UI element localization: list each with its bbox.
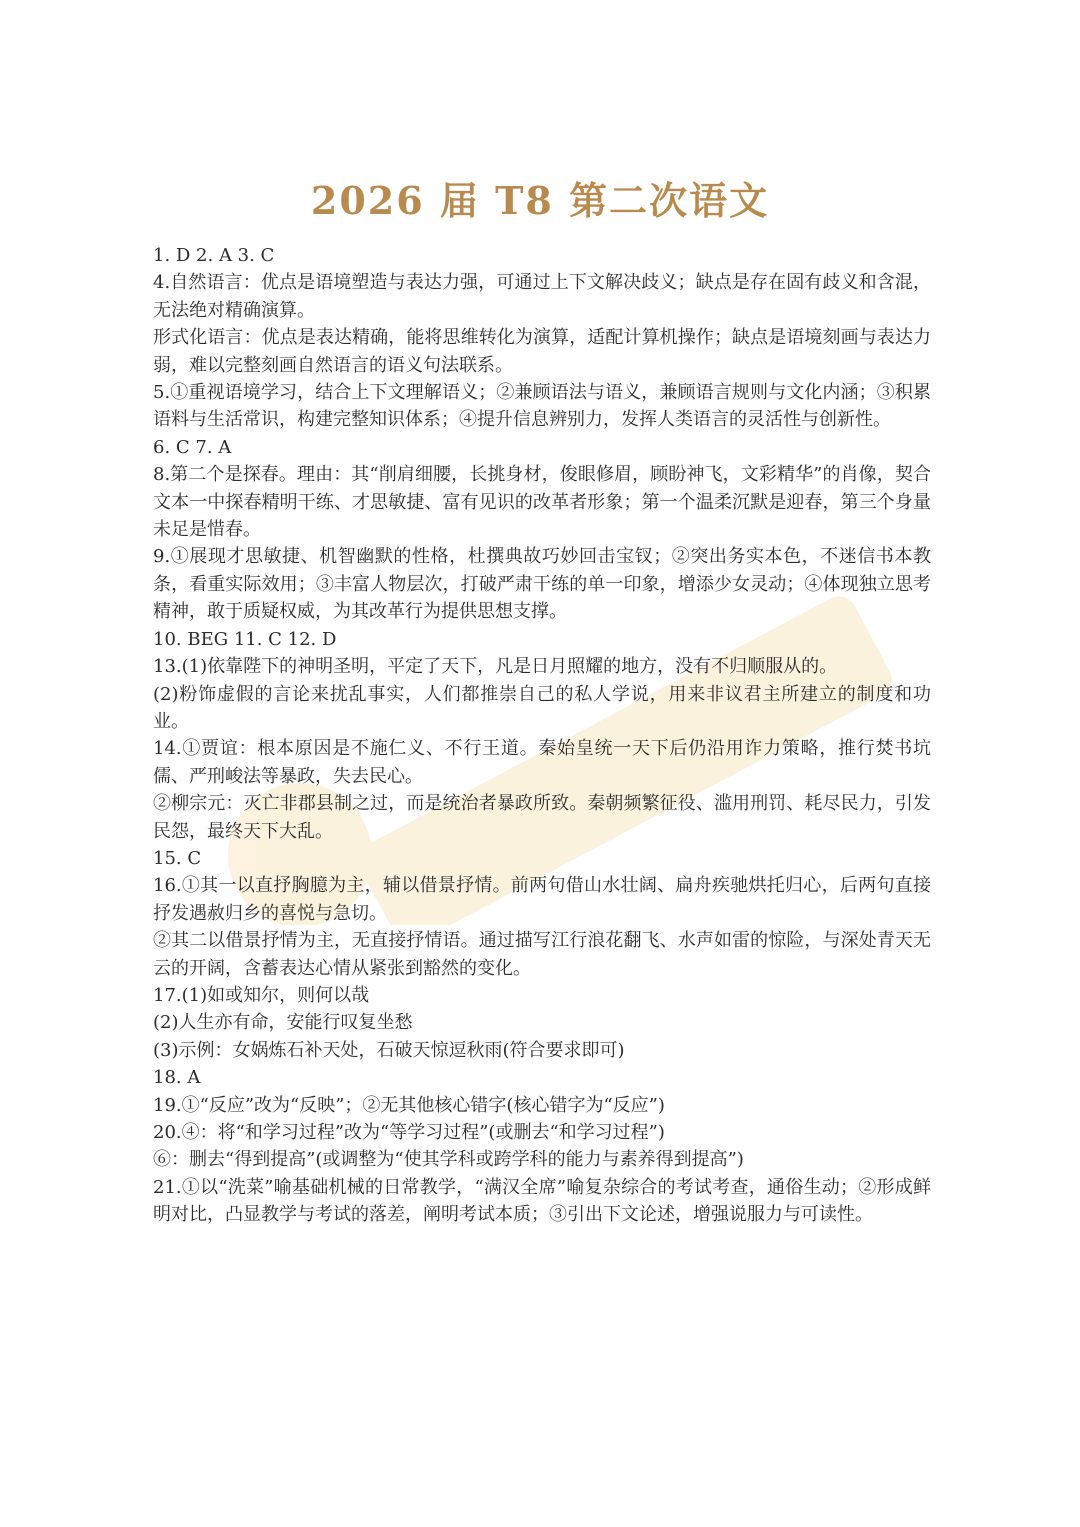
answer-line: 21.①以“洗菜”喻基础机械的日常教学，“满汉全席”喻复杂综合的考试考查，通俗生动；②形成鲜明对比，凸显教学与考试的落差，阐明考试本质；③引出下文论述，增强说服力与可读性。 xyxy=(153,1176,931,1226)
answer-line: ⑥：删去“得到提高”(或调整为“使其学科或跨学科的能力与素养得到提高”) xyxy=(153,1149,744,1171)
answer-line: (2)人生亦有命，安能行叹复坐愁 xyxy=(153,1012,413,1034)
answer-line: 19.①“反应”改为“反映”；②无其他核心错字(核心错字为“反应”) xyxy=(153,1094,665,1116)
answer-line: 14.①贾谊：根本原因是不施仁义、不行王道。秦始皇统一天下后仍沿用诈力策略，推行焚书坑儒、严刑峻法等暴政，失去民心。 xyxy=(153,738,931,787)
answer-line: 10. BEG 11. C 12. D xyxy=(153,628,337,650)
answer-line: 1. D 2. A 3. C xyxy=(153,245,275,266)
document-title: 2026 届 T8 第二次语文 xyxy=(310,178,770,223)
answer-line: 6. C 7. A xyxy=(153,436,232,458)
answer-line: 15. C xyxy=(153,847,202,869)
answer-body xyxy=(153,242,931,1229)
answer-line: ②其二以借景抒情为主，无直接抒情语。通过描写江行浪花翻飞、水声如雷的惊险，与深处青天无云的开阔，含蓄表达心情从紧张到豁然的变化。 xyxy=(153,930,931,979)
answer-line: 18. A xyxy=(153,1067,201,1089)
answer-line: 4.自然语言：优点是语境塑造与表达力强，可通过上下文解决歧义；缺点是存在固有歧义和含混，无法绝对精确演算。 xyxy=(153,272,931,321)
answer-line: 16.①其一以直抒胸臆为主，辅以借景抒情。前两句借山水壮阔、扁舟疾驰烘托归心，后两句直接抒发遇赦归乡的喜悦与急切。 xyxy=(153,875,931,924)
answer-line: 8.第二个是探春。理由：其“削肩细腰，长挑身材，俊眼修眉，顾盼神飞，文彩精华”的肖像，契合文本一中探春精明干练、才思敏捷、富有见识的改革者形象；第一个温柔沉默是迎春，第三个身量未足是惜春。 xyxy=(153,464,931,541)
answer-line: ②柳宗元：灭亡非郡县制之过，而是统治者暴政所致。秦朝频繁征役、滥用刑罚、耗尽民力，引发民怨，最终天下大乱。 xyxy=(153,793,931,842)
answer-line: 形式化语言：优点是表达精确，能将思维转化为演算，适配计算机操作；缺点是语境刻画与表达力弱，难以完整刻画自然语言的语义句法联系。 xyxy=(153,327,931,376)
answer-line: 20.④：将“和学习过程”改为“等学习过程”(或删去“和学习过程”) xyxy=(153,1122,665,1143)
answer-line: 5.①重视语境学习，结合上下文理解语义；②兼顾语法与语义，兼顾语言规则与文化内涵；③积累语料与生活常识，构建完整知识体系；④提升信息辨别力，发挥人类语言的灵活性与创新性。 xyxy=(153,382,931,431)
answer-line: (3)示例：女娲炼石补天处，石破天惊逗秋雨(符合要求即可) xyxy=(153,1039,625,1061)
answer-line: 17.(1)如或知尔，则何以哉 xyxy=(153,984,370,1006)
answer-line: 9.①展现才思敏捷、机智幽默的性格，杜撰典故巧妙回击宝钗；②突出务实本色，不迷信书本教条，看重实际效用；③丰富人物层次，打破严肃干练的单一印象，增添少女灵动；④体现独立思考精神，敢于质疑权威，为其改革行为提供思想支撑。 xyxy=(153,546,931,623)
answer-line: 13.(1)依靠陛下的神明圣明，平定了天下，凡是日月照耀的地方，没有不归顺服从的。 xyxy=(153,656,838,678)
answer-line: (2)粉饰虚假的言论来扰乱事实，人们都推崇自己的私人学说，用来非议君主所建立的制度和功业。 xyxy=(153,683,931,732)
